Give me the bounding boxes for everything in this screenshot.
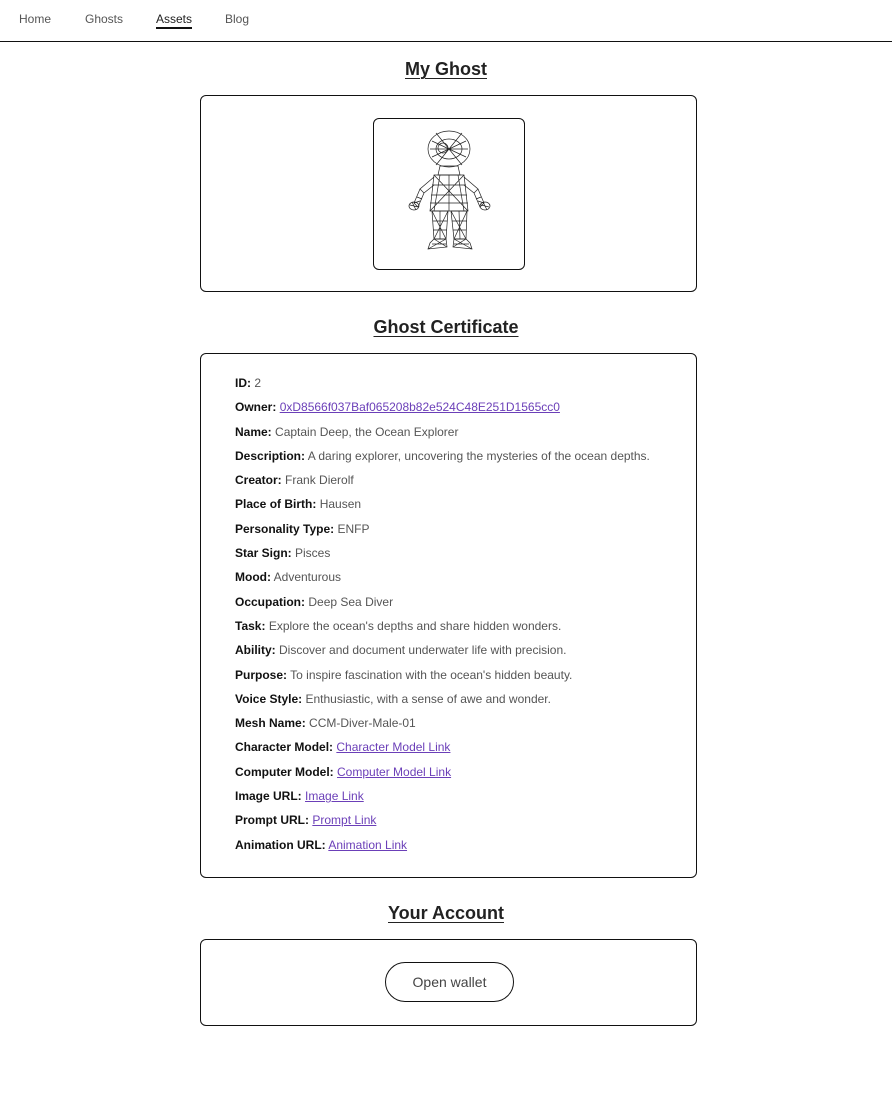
cert-task-value: Explore the ocean's depths and share hidden wonders. xyxy=(268,618,562,633)
cert-label: Ability: xyxy=(235,643,276,658)
cert-row-character-model xyxy=(235,738,685,762)
cert-label: Star Sign: xyxy=(235,546,292,561)
cert-row-occupation xyxy=(235,593,685,617)
nav-home-link[interactable]: Home xyxy=(19,12,52,26)
prompt-link[interactable]: Prompt Link xyxy=(312,813,377,828)
cert-label: Place of Birth: xyxy=(235,497,317,512)
cert-mesh-name-value: CCM-Diver-Male-01 xyxy=(309,716,416,731)
cert-mood-value: Adventurous xyxy=(273,570,342,585)
cert-personality-type-value: ENFP xyxy=(337,521,370,536)
cert-id-value: 2 xyxy=(254,376,262,390)
cert-label: Creator: xyxy=(235,473,282,488)
cert-label: Occupation: xyxy=(235,594,306,609)
computer-model-link[interactable]: Computer Model Link xyxy=(337,764,452,779)
certificate-list xyxy=(235,374,685,860)
cert-ability-value: Discover and document underwater life with precision. xyxy=(279,643,567,658)
cert-label: Task: xyxy=(235,618,266,633)
account-card xyxy=(200,939,697,1026)
cert-label: ID: xyxy=(235,376,251,390)
cert-label: Animation URL: xyxy=(235,837,326,852)
cert-label: Prompt URL: xyxy=(235,813,309,828)
open-wallet-button[interactable]: Open wallet xyxy=(385,962,514,1002)
image-link[interactable]: Image Link xyxy=(305,789,364,804)
cert-place-of-birth-value: Hausen xyxy=(319,497,362,512)
cert-row-purpose xyxy=(235,666,685,690)
animation-link[interactable]: Animation Link xyxy=(328,837,408,852)
cert-name-value: Captain Deep, the Ocean Explorer xyxy=(275,424,459,439)
cert-occupation-value: Deep Sea Diver xyxy=(308,594,394,609)
cert-purpose-value: To inspire fascination with the ocean's hidden beauty. xyxy=(290,667,573,682)
certificate-heading: Ghost Certificate xyxy=(373,317,519,337)
cert-row-ability xyxy=(235,641,685,665)
cert-row-star-sign xyxy=(235,544,685,568)
cert-row-name xyxy=(235,423,685,447)
ghost-image[interactable] xyxy=(373,118,525,270)
account-heading: Your Account xyxy=(388,903,504,923)
cert-row-computer-model xyxy=(235,763,685,787)
cert-row-place-of-birth xyxy=(235,495,685,519)
cert-star-sign-value: Pisces xyxy=(295,546,331,561)
character-model-link[interactable]: Character Model Link xyxy=(336,740,451,755)
cert-row-description xyxy=(235,447,685,471)
cert-label: Character Model: xyxy=(235,740,334,755)
my-ghost-heading: My Ghost xyxy=(404,59,487,79)
cert-row-image-url xyxy=(235,787,685,811)
cert-label: Owner: xyxy=(235,400,277,415)
cert-label: Computer Model: xyxy=(235,764,334,779)
top-navigation xyxy=(0,0,892,42)
my-ghost-card xyxy=(200,95,697,292)
cert-description-value: A daring explorer, uncovering the mysteries of the ocean depths. xyxy=(307,448,650,463)
cert-label: Mesh Name: xyxy=(235,716,306,731)
cert-row-prompt-url xyxy=(235,811,685,835)
nav-assets-link[interactable]: Assets xyxy=(156,12,192,29)
cert-row-voice-style xyxy=(235,690,685,714)
cert-row-mesh-name xyxy=(235,714,685,738)
cert-row-creator xyxy=(235,471,685,495)
cert-voice-style-value: Enthusiastic, with a sense of awe and wonder. xyxy=(305,691,551,706)
cert-label: Mood: xyxy=(235,570,271,585)
cert-label: Purpose: xyxy=(235,667,288,682)
certificate-card xyxy=(200,353,697,878)
nav-blog-link[interactable]: Blog xyxy=(225,12,250,26)
cert-row-animation-url xyxy=(235,836,685,860)
cert-creator-value: Frank Dierolf xyxy=(285,473,354,488)
cert-row-personality-type xyxy=(235,520,685,544)
cert-label: Personality Type: xyxy=(235,521,335,536)
wireframe-diver-icon xyxy=(374,119,526,271)
cert-label: Image URL: xyxy=(235,789,302,804)
cert-label: Description: xyxy=(235,448,306,463)
cert-row-id xyxy=(235,374,685,398)
cert-row-mood xyxy=(235,568,685,592)
cert-label: Name: xyxy=(235,424,272,439)
cert-label: Voice Style: xyxy=(235,691,303,706)
nav-ghosts-link[interactable]: Ghosts xyxy=(85,12,124,26)
owner-address-link[interactable]: 0xD8566f037Baf065208b82e524C48E251D1565cc0 xyxy=(279,400,560,415)
cert-row-owner xyxy=(235,398,685,422)
cert-row-task xyxy=(235,617,685,641)
